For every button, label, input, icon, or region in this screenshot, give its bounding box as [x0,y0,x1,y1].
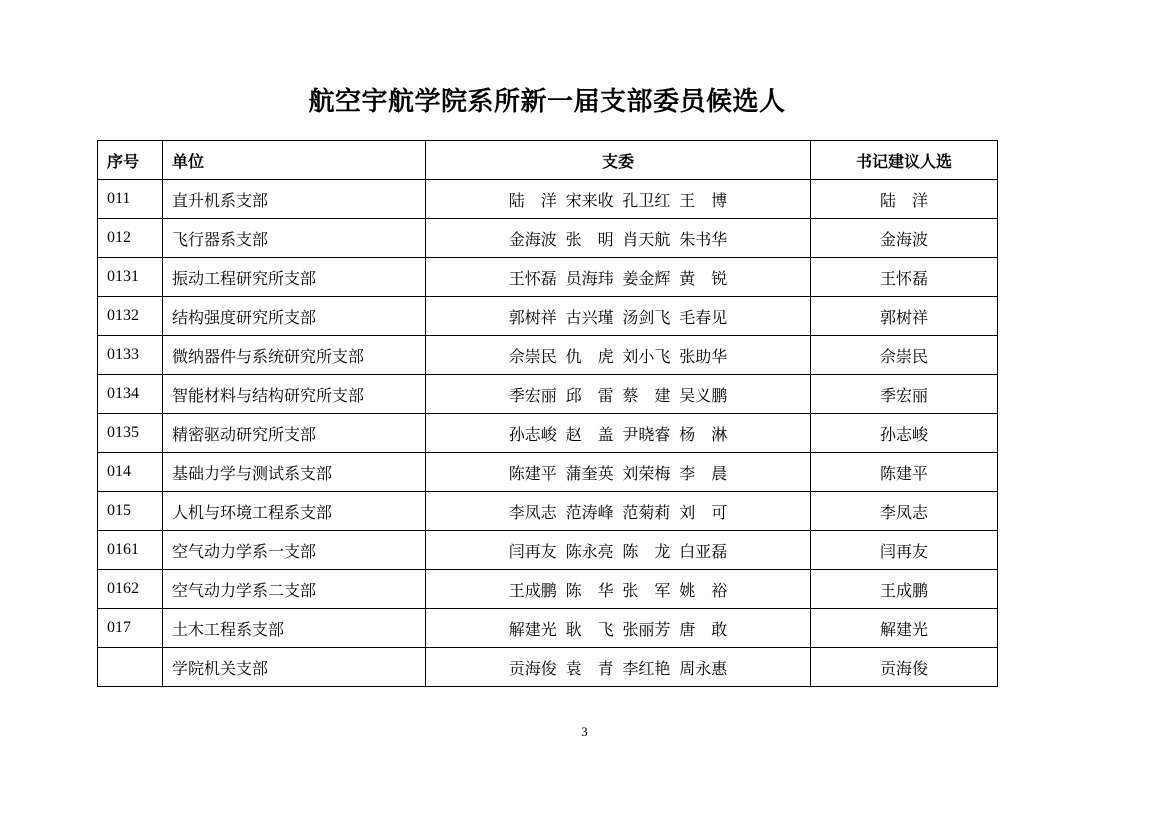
row-serial-number: 0134 [98,375,163,414]
row-serial-number: 0132 [98,297,163,336]
row-unit: 智能材料与结构研究所支部 [163,375,426,414]
page-title: 航空宇航学院系所新一届支部委员候选人 [308,87,786,116]
row-committee-members: 陆 洋 宋来收 孔卫红 王 博 [426,180,811,219]
row-secretary-candidate: 陈建平 [811,453,998,492]
row-serial-number: 0133 [98,336,163,375]
row-serial-number: 0131 [98,258,163,297]
table-row [98,609,998,648]
row-secretary-candidate: 佘崇民 [811,336,998,375]
row-unit: 振动工程研究所支部 [163,258,426,297]
table-row [98,570,998,609]
header-branch-committee: 支委 [426,141,811,180]
row-serial-number: 012 [98,219,163,258]
table-row [98,375,998,414]
row-serial-number: 014 [98,453,163,492]
table-body [98,180,998,687]
row-serial-number: 0135 [98,414,163,453]
row-unit: 微纳器件与系统研究所支部 [163,336,426,375]
row-secretary-candidate: 王成鹏 [811,570,998,609]
table-header-row [98,141,998,180]
row-serial-number: 015 [98,492,163,531]
candidates-table [97,140,998,687]
row-serial-number: 017 [98,609,163,648]
row-committee-members: 王成鹏 陈 华 张 军 姚 裕 [426,570,811,609]
row-secretary-candidate: 陆 洋 [811,180,998,219]
table-row [98,297,998,336]
table-row [98,180,998,219]
row-unit: 土木工程系支部 [163,609,426,648]
row-secretary-candidate: 贡海俊 [811,648,998,687]
row-serial-number [98,648,163,687]
row-committee-members: 佘崇民 仇 虎 刘小飞 张助华 [426,336,811,375]
header-unit: 单位 [163,141,426,180]
table-row [98,453,998,492]
row-secretary-candidate: 郭树祥 [811,297,998,336]
table-row [98,414,998,453]
header-secretary-candidate: 书记建议人选 [811,141,998,180]
table-row [98,219,998,258]
row-committee-members: 李凤志 范涛峰 范菊莉 刘 可 [426,492,811,531]
row-committee-members: 陈建平 蒲奎英 刘荣梅 李 晨 [426,453,811,492]
header-serial-number: 序号 [98,141,163,180]
row-unit: 空气动力学系一支部 [163,531,426,570]
row-unit: 精密驱动研究所支部 [163,414,426,453]
table-row [98,531,998,570]
row-unit: 学院机关支部 [163,648,426,687]
row-unit: 人机与环境工程系支部 [163,492,426,531]
row-serial-number: 011 [98,180,163,219]
row-secretary-candidate: 解建光 [811,609,998,648]
row-secretary-candidate: 闫再友 [811,531,998,570]
table-row [98,492,998,531]
row-secretary-candidate: 王怀磊 [811,258,998,297]
row-committee-members: 王怀磊 员海玮 姜金辉 黄 锐 [426,258,811,297]
table-row [98,336,998,375]
row-secretary-candidate: 孙志峻 [811,414,998,453]
row-committee-members: 贡海俊 袁 青 李红艳 周永惠 [426,648,811,687]
row-unit: 直升机系支部 [163,180,426,219]
row-serial-number: 0161 [98,531,163,570]
row-committee-members: 孙志峻 赵 盖 尹晓睿 杨 淋 [426,414,811,453]
row-committee-members: 解建光 耿 飞 张丽芳 唐 敢 [426,609,811,648]
table-row [98,258,998,297]
row-unit: 飞行器系支部 [163,219,426,258]
row-unit: 空气动力学系二支部 [163,570,426,609]
row-unit: 基础力学与测试系支部 [163,453,426,492]
row-secretary-candidate: 金海波 [811,219,998,258]
row-committee-members: 郭树祥 古兴瑾 汤剑飞 毛春见 [426,297,811,336]
row-serial-number: 0162 [98,570,163,609]
row-unit: 结构强度研究所支部 [163,297,426,336]
page-number: 3 [581,724,588,739]
row-secretary-candidate: 李凤志 [811,492,998,531]
row-committee-members: 金海波 张 明 肖天航 朱书华 [426,219,811,258]
table-row [98,648,998,687]
row-committee-members: 季宏丽 邱 雷 蔡 建 吴义鹏 [426,375,811,414]
row-committee-members: 闫再友 陈永亮 陈 龙 白亚磊 [426,531,811,570]
row-secretary-candidate: 季宏丽 [811,375,998,414]
